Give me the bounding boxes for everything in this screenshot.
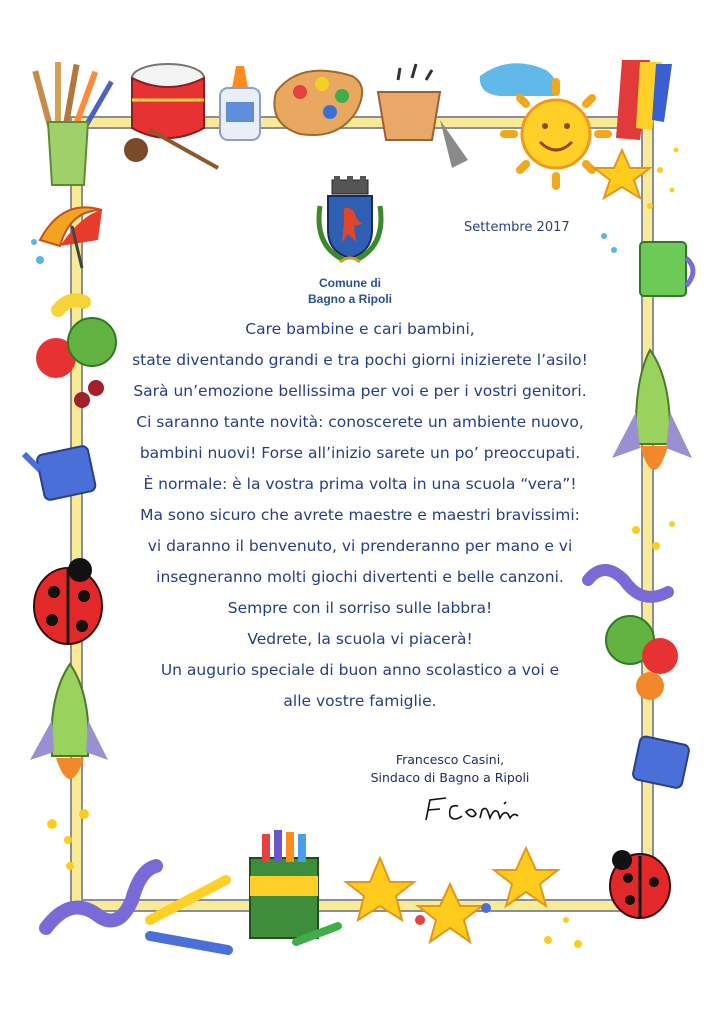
letter-line: bambini nuovi! Forse all’inizio sarete un po’ preoccupati.	[139, 444, 581, 462]
letter-line: Ma sono sicuro che avrete maestre e maestri bravissimi:	[140, 506, 580, 524]
stars-right-icon	[632, 521, 675, 550]
coat-of-arms-icon	[310, 176, 390, 276]
stars-bottom-right-icon	[544, 917, 582, 948]
ribbon-icon	[616, 60, 672, 140]
letter-line: Sempre con il sorriso sulle labbra!	[227, 599, 493, 617]
stars-cluster-icon	[47, 809, 89, 870]
letter-date: Settembre 2017	[464, 220, 570, 235]
letter-body	[100, 314, 620, 717]
star-icon	[594, 150, 650, 198]
worm-icon	[46, 866, 156, 928]
star-toys-icon	[346, 848, 558, 942]
sun-icon	[480, 63, 608, 186]
rocket-icon	[30, 664, 108, 779]
municipality-name-line2: Bagno a Ripoli	[308, 292, 392, 306]
cup-icon	[601, 233, 693, 296]
paintbrush-cup-icon	[32, 62, 113, 185]
ladybug-icon	[34, 558, 102, 644]
letter-line: vi daranno il benvenuto, vi prenderanno per mano e vi	[147, 537, 573, 555]
crayon-box-icon	[250, 830, 338, 942]
drum-icon	[124, 64, 218, 168]
letter-line: Un augurio speciale di buon anno scolastico a voi e	[160, 661, 560, 679]
letter-line: Vedrete, la scuola vi piacerà!	[247, 630, 473, 648]
watering-can-right-icon	[632, 735, 690, 788]
rocket-right-icon	[612, 350, 692, 470]
signatory-name: Francesco Casini,	[395, 752, 505, 767]
small-stars-icon	[647, 148, 679, 210]
watering-can-icon	[24, 445, 96, 501]
umbrella-icon	[31, 207, 102, 268]
pencils-icon	[150, 880, 228, 950]
letter-line: Sarà un’emozione bellissima per voi e per i vostri genitori.	[133, 382, 587, 400]
ladybug-small-icon	[610, 850, 670, 918]
letter-line: Ci saranno tante novità: conoscerete un ambiente nuovo,	[136, 413, 584, 431]
letter-line: state diventando grandi e tra pochi giorni inizierete l’asilo!	[132, 351, 588, 369]
flowerpot-icon	[378, 64, 468, 168]
paint-palette-icon	[274, 71, 362, 135]
handwritten-signature	[418, 790, 528, 830]
glue-bottle-icon	[220, 66, 260, 140]
municipality-name-line1: Comune di	[319, 276, 381, 290]
letter-line: È normale: è la vostra prima volta in una scuola “vera”!	[143, 475, 577, 493]
letter-line: insegneranno molti giochi divertenti e belle canzoni.	[156, 568, 564, 586]
letter-line: Care bambine e cari bambini,	[245, 320, 475, 338]
signatory-title: Sindaco di Bagno a Ripoli	[370, 770, 530, 785]
letter-line: alle vostre famiglie.	[283, 692, 437, 710]
